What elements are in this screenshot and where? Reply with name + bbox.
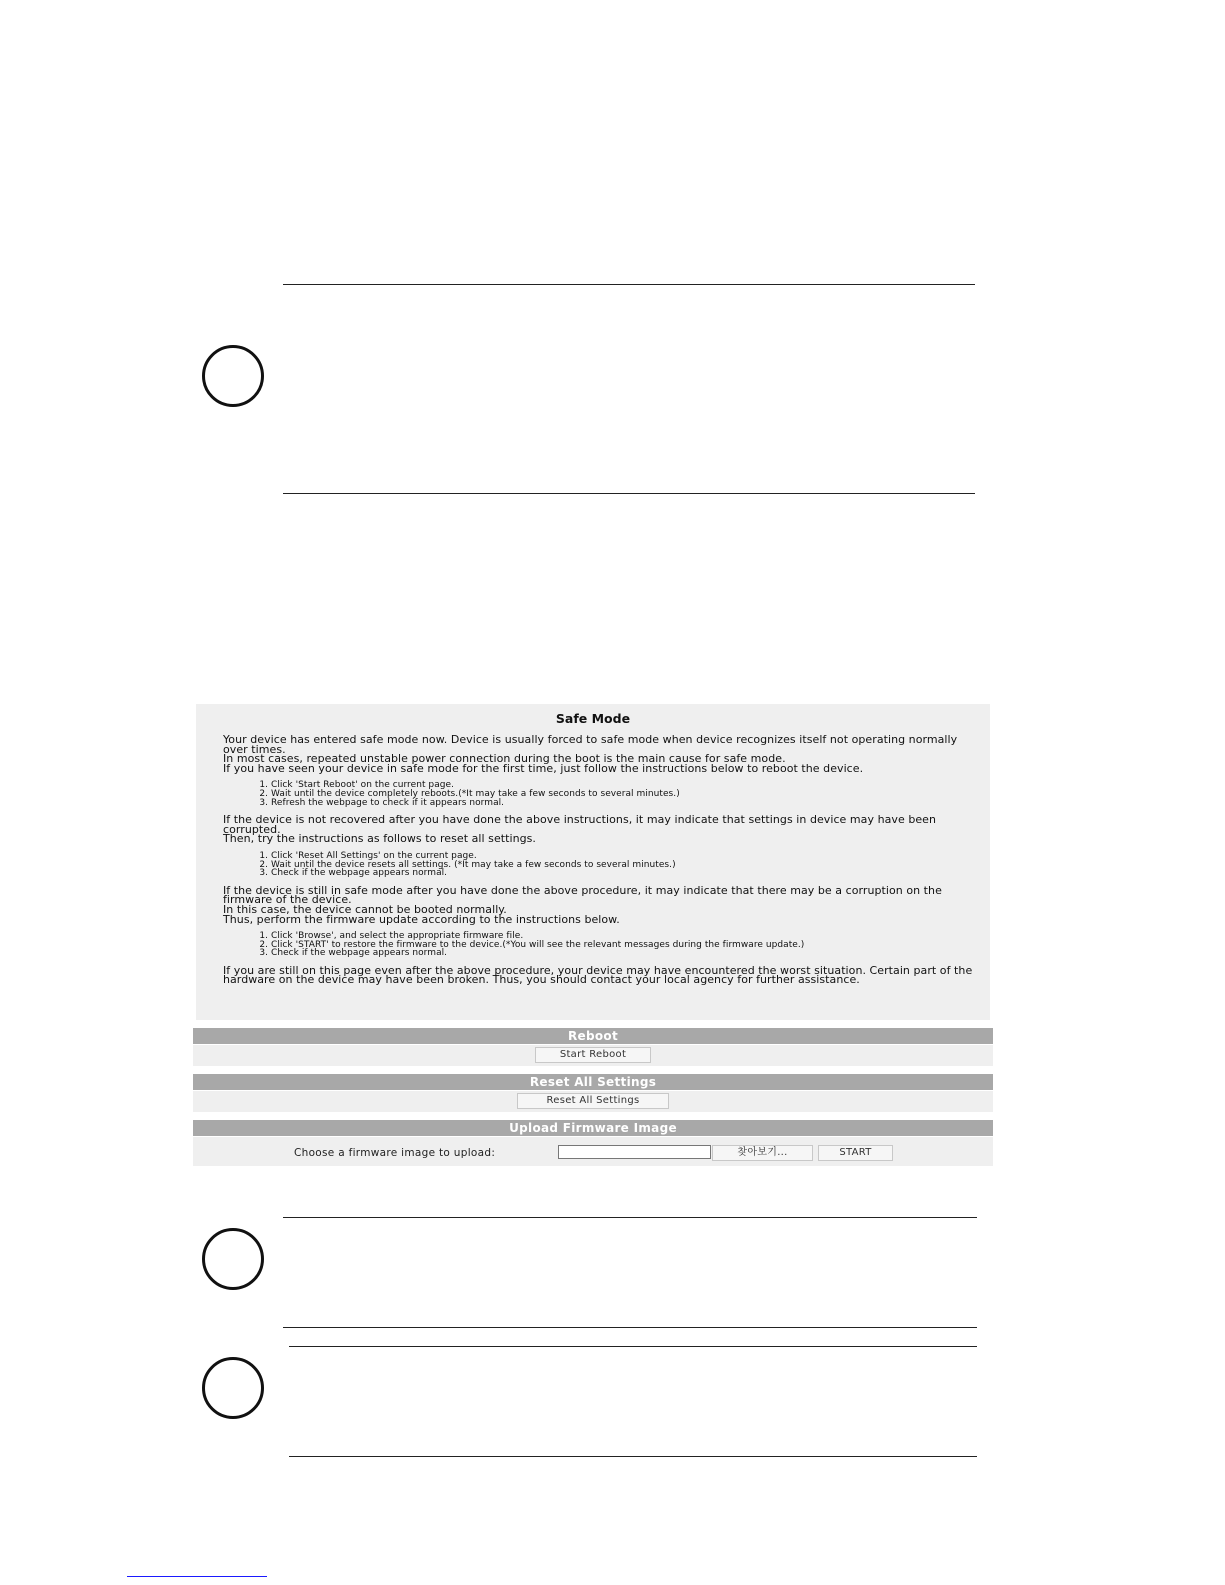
safe-mode-screenshot <box>193 704 993 1166</box>
upload-header: Upload Firmware Image <box>193 1120 993 1136</box>
firmware-file-input[interactable] <box>558 1145 711 1159</box>
reset-header: Reset All Settings <box>193 1074 993 1090</box>
list-item: 3. Check if the webpage appears normal. <box>271 869 983 878</box>
note-top-rule <box>283 1217 977 1218</box>
note-top-rule <box>283 284 975 285</box>
reboot-steps <box>223 781 983 807</box>
safe-mode-panel <box>196 704 990 1020</box>
note-bottom-rule <box>289 1456 977 1457</box>
list-item: 2. Wait until the device completely reboots.(*It may take a few seconds to several minutes.) <box>271 790 983 799</box>
footer-link-underline <box>127 1576 267 1577</box>
list-item: 3. Refresh the webpage to check if it appears normal. <box>271 799 983 808</box>
note-icon <box>202 345 264 407</box>
note-bottom-rule <box>283 1327 977 1328</box>
reboot-header: Reboot <box>193 1028 993 1044</box>
upload-row <box>193 1137 993 1166</box>
reset-row <box>193 1091 993 1112</box>
instructions <box>223 735 983 993</box>
list-item: 1. Click 'Start Reboot' on the current page. <box>271 781 983 790</box>
contact-paragraph: If you are still on this page even after the above procedure, your device may have encountered the worst situation. Certain part of the hardware on the device may have been broken. Thus, you should contact your local agency for further assistance. <box>223 963 973 987</box>
note-bottom-rule <box>283 493 975 494</box>
firmware-steps <box>223 932 983 958</box>
firmware-paragraph: If the device is still in safe mode after you have done the above procedure, it may indicate that there may be a corruption on the firmware of the device. In this case, the device cannot be booted normally. Thus, perform the firmware update according to the instructions below. <box>223 883 942 926</box>
panel-title: Safe Mode <box>555 711 631 726</box>
start-reboot-button[interactable]: Start Reboot <box>535 1047 651 1063</box>
reboot-row <box>193 1045 993 1066</box>
note-icon <box>202 1357 264 1419</box>
reset-all-settings-button[interactable]: Reset All Settings <box>517 1093 669 1109</box>
list-item: 1. Click 'Browse', and select the appropriate firmware file. <box>271 932 983 941</box>
reset-steps <box>223 852 983 878</box>
list-item: 2. Click 'START' to restore the firmware to the device.(*You will see the relevant messages during the firmware update.) <box>271 941 983 950</box>
note-top-rule <box>289 1346 977 1347</box>
list-item: 3. Check if the webpage appears normal. <box>271 949 983 958</box>
list-item: 1. Click 'Reset All Settings' on the current page. <box>271 852 983 861</box>
reset-paragraph: If the device is not recovered after you have done the above instructions, it may indicate that settings in device may have been corrupted. Then, try the instructions as follows to reset all settings. <box>223 813 937 846</box>
upload-label: Choose a firmware image to upload: <box>294 1147 496 1159</box>
note-icon <box>202 1228 264 1290</box>
browse-button[interactable]: 찾아보기... <box>712 1145 813 1161</box>
intro-paragraph: Your device has entered safe mode now. Device is usually forced to safe mode when device recognizes itself not operating normally over times. In most cases, repeated unstable power connection during the boot is the main cause for safe mode. If you have seen your device in safe mode for the first time, just follow the instructions below to reboot the device. <box>223 733 958 775</box>
list-item: 2. Wait until the device resets all settings. (*It may take a few seconds to several minutes.) <box>271 861 983 870</box>
start-upload-button[interactable]: START <box>818 1145 893 1161</box>
